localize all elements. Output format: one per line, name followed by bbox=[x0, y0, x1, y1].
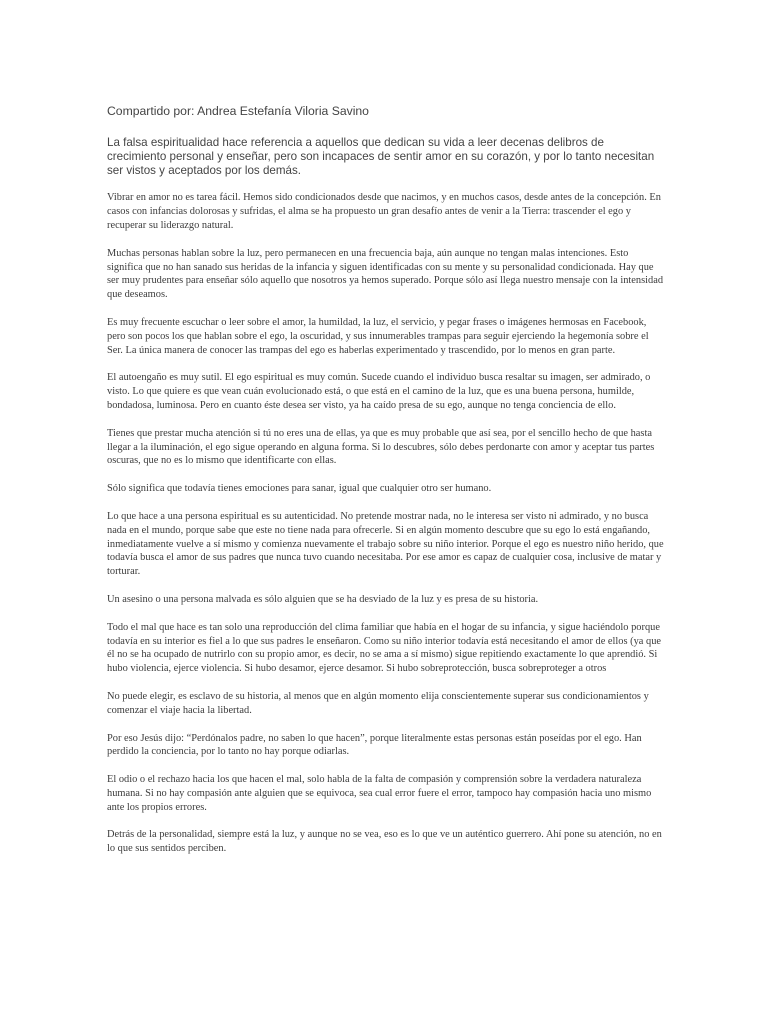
paragraph: Vibrar en amor no es tarea fácil. Hemos sido condicionados desde que nacimos, y en muchos casos, desde antes de la concepción. En casos con infancias dolorosas y sufridas, el alma se ha propuesto un gran desafío antes de venir a la Tierra: trascender el ego y recuperar su liderazgo natural. bbox=[107, 192, 661, 231]
paragraph: Por eso Jesús dijo: “Perdónalos padre, no saben lo que hacen”, porque literalmente estas personas están poseídas por el ego. Han perdido la conciencia, por lo tanto no hay porque odiarlas. bbox=[107, 732, 642, 758]
paragraph: No puede elegir, es esclavo de su historia, al menos que en algún momento elija conscientemente superar sus condicionamientos y comenzar el viaje hacia la libertad. bbox=[107, 690, 649, 716]
paragraph: Todo el mal que hace es tan solo una reproducción del clima familiar que había en el hogar de su infancia, y sigue haciéndolo porque todavía en su interior es fiel a lo que sus padres le enseñaron. Como su niño interior todavía está necesitando el amor de ellos (ya que él no se ha ocupado de nutrirlo con su propio amor, es decir, no se ama a sí mismo) sigue repitiendo exactamente lo que aprendió. Si hubo violencia, ejerce violencia. Si hubo desamor, ejerce desamor. Si hubo sobreprotección, busca sobreproteger a otros bbox=[107, 621, 662, 675]
paragraph: Detrás de la personalidad, siempre está la luz, y aunque no se vea, eso es lo que ve un auténtico guerrero. Ahí pone su atención, no en lo que sus sentidos perciben. bbox=[107, 829, 662, 855]
paragraph: Un asesino o una persona malvada es sólo alguien que se ha desviado de la luz y es presa de su historia. bbox=[107, 593, 539, 605]
paragraph: Tienes que prestar mucha atención si tú no eres una de ellas, ya que es muy probable que así sea, por el sencillo hecho de que hasta llegar a la iluminación, el ego sigue operando en alguna forma. Si lo descubres, sólo debes perdonarte con amor y aceptar tus partes oscuras, que no es lo mismo que identificarte con ellas. bbox=[107, 427, 655, 467]
paragraph: Lo que hace a una persona espiritual es su autenticidad. No pretende mostrar nada, no le interesa ser visto ni admirado, y no busca nada en el mundo, porque sabe que este no tiene nada para ofrecerle. Si en algún momento descubre que su ego lo está engañando, inmediatamente vuelve a sí mismo y comienza nuevamente el trabajo sobre su niño interior. Porque el ego es nuestro niño herido, que todavía busca el amor de sus padres que nunca tuvo cuando necesitaba. Por ese amor es capaz de cualquier cosa, inclusive de matar y torturar. bbox=[107, 510, 664, 578]
paragraph: Muchas personas hablan sobre la luz, pero permanecen en una frecuencia baja, aún aunque no tengan malas intenciones. Esto significa que no han sanado sus heridas de la infancia y siguen identificadas con su mente y su personalidad condicionada. Hay que ser muy prudentes para enseñar sólo aquello que nosotros ya hemos superado. Porque sólo así llega nuestro mensaje con la intensidad que deseamos. bbox=[107, 247, 664, 301]
author-byline: Compartido por: Andrea Estefanía Viloria Savino bbox=[107, 104, 369, 118]
paragraph: Sólo significa que todavía tienes emociones para sanar, igual que cualquier otro ser humano. bbox=[107, 483, 492, 495]
paragraph: El odio o el rechazo hacia los que hacen el mal, solo habla de la falta de compasión y comprensión sobre la verdadera naturaleza humana. Si no hay compasión ante alguien que se equivoca, sea cual error fuere el error, tampoco hay compasión hacia uno mismo ante los propios errores. bbox=[107, 774, 652, 813]
paragraph-intro: La falsa espiritualidad hace referencia a aquellos que dedican su vida a leer decenas delibros de crecimiento personal y enseñar, pero son incapaces de sentir amor en su corazón, y por lo tanto necesitan ser vistos y aceptados por los demás. bbox=[107, 136, 655, 177]
paragraph: Es muy frecuente escuchar o leer sobre el amor, la humildad, la luz, el servicio, y pegar frases o imágenes hermosas en Facebook, pero son pocos los que hablan sobre el ego, la oscuridad, y sus innumerables trampas para seguir ejerciendo la hegemonía sobre el Ser. La única manera de conocer las trampas del ego es haberlas experimentado y trascendido, por lo menos en gran parte. bbox=[107, 316, 649, 356]
paragraph: El autoengaño es muy sutil. El ego espiritual es muy común. Sucede cuando el individuo busca resaltar su imagen, ser admirado, o visto. Lo que quiere es que vean cuán evolucionado está, o que está en el camino de la luz, que es una buena persona, humilde, bondadosa, luminosa. Pero en cuanto éste desea ser visto, ya ha caído presa de su ego, aunque no tenga conciencia de ello. bbox=[107, 372, 651, 411]
